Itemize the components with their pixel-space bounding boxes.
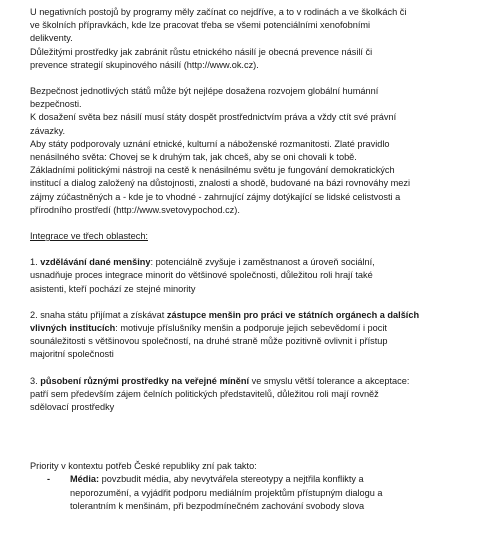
priority-item-media <box>30 473 468 513</box>
item-bold: vzdělávání dané menšiny <box>40 257 151 268</box>
integration-heading: Integrace ve třech oblastech: <box>30 231 148 242</box>
item-bold: Média: <box>70 474 100 485</box>
text-line <box>30 309 468 322</box>
integration-item-public-opinion <box>30 375 468 415</box>
document-page <box>30 6 468 513</box>
item-text: : motivuje příslušníky menšin a podporuje jejich sebevědomí i pocit <box>115 323 387 334</box>
text-line: institucí a dialog založený na důstojnosti, znalosti a shodě, budované na bázi rovnováhy mezi <box>30 178 410 189</box>
text-line: Důležitými prostředky jak zabránit růstu etnického násilí je obecná prevence násilí či <box>30 46 373 57</box>
item-text: ve smyslu větší tolerance a akceptace: <box>249 375 410 386</box>
text-line: U negativních postojů by programy měly začínat co nejdříve, a to v rodinách a ve školkách či <box>30 7 407 17</box>
paragraph-security <box>30 85 468 217</box>
item-bold: zástupce menšin pro práci ve státních orgánech a dalších <box>166 309 420 320</box>
text-line: zájmy zúčastněných a - kde je to vhodné - zahrnující zájmy dotýkající se lidské celistvosti a <box>30 191 401 202</box>
integration-item-representatives <box>30 309 468 362</box>
text-line: Základními politickými nástroji na cestě k nenásilnému světu je fungování demokratických <box>30 165 395 176</box>
text-line <box>30 322 468 335</box>
item-text: 2. snaha státu přijímat a získávat <box>30 309 167 320</box>
text-line: majoritní společnosti <box>30 349 114 360</box>
text-line: delikventy. <box>30 33 73 44</box>
text-line: přírodního prostředí (http://www.svetovypochod.cz). <box>30 204 240 215</box>
text-line: tolerantním k menšinám, při bezpodmínečném zachování svobody slova <box>70 500 365 511</box>
item-bold: působení různými prostředky na veřejné mínění <box>40 375 250 386</box>
text-line: asistenti, kteří pochází ze stejné minority <box>30 283 196 294</box>
text-line: Aby státy podporovaly uznání etnické, kulturní a náboženské rozmanitosti. Zlaté pravidlo <box>30 138 390 149</box>
text-line: neporozumění, a vyjádřit podporu mediálním projektům přístupným dialogu a <box>70 487 383 498</box>
text-line: sounáležitosti s většinovou společností, na druhé straně může pozitivně ovlivnit i přístup <box>30 336 388 347</box>
text-line <box>30 256 468 269</box>
item-bold: vlivných institucích <box>30 323 116 334</box>
text-line: patří sem především zájem čelních politických představitelů, důležitou roli mají rovněž <box>30 388 379 399</box>
text-line: sdělovací prostředky <box>30 402 115 413</box>
text-line <box>30 473 468 486</box>
text-line: bezpečnosti. <box>30 99 82 110</box>
text-line: závazky. <box>30 125 66 136</box>
priority-intro: Priority v kontextu potřeb České republiky zní pak takto: <box>30 461 257 472</box>
integration-item-education <box>30 256 468 296</box>
text-line <box>30 375 468 388</box>
item-text: : potenciálně zvyšuje i zaměstnanost a úroveň sociální, <box>150 257 375 268</box>
dash-bullet: - <box>47 474 51 485</box>
text-line: K dosažení světa bez násilí musí státy dospět prostřednictvím práva a vždy ctít své právní <box>30 112 397 123</box>
text-line: ve školních přípravkách, kde lze pracovat třeba se všemi potenciálními xenofobními <box>30 20 371 31</box>
text-line: usnadňuje proces integrace minorit do většinové společnosti, důležitou roli hrají také <box>30 270 373 281</box>
text-line: prevence strategií skupinového násilí (http://www.ok.cz). <box>30 59 259 70</box>
item-number: 3. <box>30 375 38 386</box>
item-text: povzbudit média, aby nevytvářela stereotypy a nejtřila konflikty a <box>99 474 364 485</box>
paragraph-early-programs <box>30 6 468 72</box>
item-number: 1. <box>30 257 38 268</box>
text-line: Bezpečnost jednotlivých států může být nejlépe dosažena rozvojem globální humánní <box>30 86 379 97</box>
text-line: nenásilného světa: Chovej se k druhým tak, jak chceš, aby se oni chovali k tobě. <box>30 152 357 163</box>
